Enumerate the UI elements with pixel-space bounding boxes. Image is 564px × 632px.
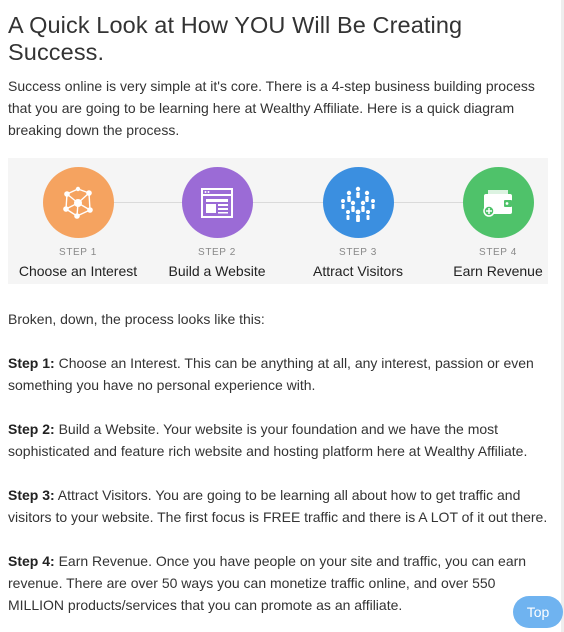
step-text: Build a Website. Your website is your foundation and we have the most sophisticated and feature rich website and hosting platform here at Wealthy Affiliate. <box>8 421 528 459</box>
wallet-icon <box>463 167 534 238</box>
website-icon <box>182 167 253 238</box>
diagram-step-1 <box>8 167 148 280</box>
step-number: STEP 1 <box>59 247 97 258</box>
article <box>8 0 553 616</box>
step-label: Step 4: <box>8 553 55 569</box>
step-title: Attract Visitors <box>313 263 403 279</box>
step-title: Choose an Interest <box>18 263 138 279</box>
people-icon <box>323 167 394 238</box>
back-to-top-button[interactable]: Top <box>513 596 563 628</box>
step-number: STEP 3 <box>339 247 377 258</box>
network-icon <box>43 167 114 238</box>
step-paragraph <box>8 418 553 462</box>
step-paragraph <box>8 352 553 396</box>
step-label: Step 1: <box>8 355 55 371</box>
process-diagram <box>8 158 548 284</box>
step-text: Choose an Interest. This can be anything at all, any interest, passion or even something you have no personal experience with. <box>8 355 534 393</box>
step-title: Build a Website <box>168 263 266 279</box>
intro-paragraph: Success online is very simple at it's core. There is a 4-step business building process that you are going to be learning here at Wealthy Affiliate. Here is a quick diagram breaking down the process. <box>8 78 535 138</box>
step-number: STEP 4 <box>479 247 517 258</box>
step-label: Step 3: <box>8 487 55 503</box>
breakdown-lead: Broken, down, the process looks like this: <box>8 311 265 327</box>
step-title: Earn Revenue <box>453 263 543 279</box>
page-title: A Quick Look at How YOU Will Be Creating Success. <box>8 12 463 65</box>
step-text: Earn Revenue. Once you have people on your site and traffic, you can earn revenue. There are over 50 ways you can monetize traffic online, and over 550 MILLION products/services that you can promote as an affiliate. <box>8 553 527 613</box>
step-label: Step 2: <box>8 421 55 437</box>
diagram-step-2 <box>147 167 287 280</box>
step-paragraph <box>8 484 553 528</box>
diagram-step-3 <box>288 167 428 280</box>
step-text: Attract Visitors. You are going to be learning all about how to get traffic and visitors to your website. The first focus is FREE traffic and there is A LOT of it out there. <box>8 487 548 525</box>
step-number: STEP 2 <box>198 247 236 258</box>
diagram-step-4 <box>428 167 564 280</box>
step-paragraph <box>8 550 553 616</box>
